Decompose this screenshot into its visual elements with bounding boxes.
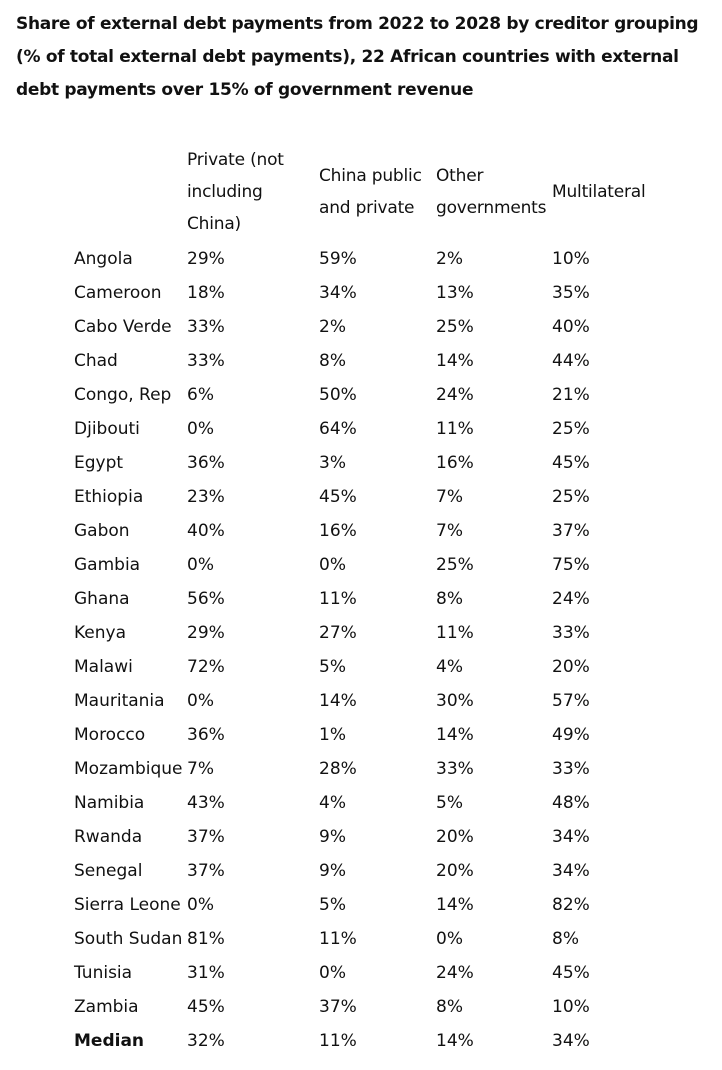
country-cell: Cameroon (74, 283, 162, 303)
multilateral-cell: 24% (552, 589, 590, 609)
country-cell: Djibouti (74, 419, 140, 439)
table-row (70, 684, 698, 718)
table-row (70, 412, 698, 446)
other-governments-cell: 24% (436, 385, 474, 405)
table-row (70, 310, 698, 344)
china-cell: 28% (319, 759, 357, 779)
country-cell: Senegal (74, 861, 143, 881)
chart-title: Share of external debt payments from 2022 to 2028 by creditor grouping (% of total external debt payments), 22 African countries with external debt payments over 15% of government revenue (16, 14, 699, 100)
private-cell: 23% (187, 487, 225, 507)
multilateral-cell: 25% (552, 419, 590, 439)
table-row (70, 786, 698, 820)
table-row (70, 514, 698, 548)
other-governments-cell: 24% (436, 963, 474, 983)
multilateral-cell: 33% (552, 623, 590, 643)
other-governments-cell: 8% (436, 589, 463, 609)
other-governments-cell: 16% (436, 453, 474, 473)
table-row (70, 956, 698, 990)
private-cell: 0% (187, 555, 214, 575)
china-cell: 1% (319, 725, 346, 745)
multilateral-cell: 34% (552, 827, 590, 847)
table-row (70, 616, 698, 650)
multilateral-cell: 40% (552, 317, 590, 337)
table-row (70, 480, 698, 514)
multilateral-cell: 35% (552, 283, 590, 303)
country-cell: Zambia (74, 997, 139, 1017)
other-governments-cell: 11% (436, 419, 474, 439)
country-cell: Ghana (74, 589, 130, 609)
private-cell: 81% (187, 929, 225, 949)
table-row (70, 718, 698, 752)
china-cell: 3% (319, 453, 346, 473)
private-cell: 56% (187, 589, 225, 609)
china-cell: 5% (319, 657, 346, 677)
table-row (70, 820, 698, 854)
column-header-china: China public and private (319, 166, 422, 218)
country-cell: Mozambique (74, 759, 183, 779)
column-header-private: Private (not including China) (187, 150, 284, 234)
other-governments-cell: 11% (436, 623, 474, 643)
other-governments-cell: 33% (436, 759, 474, 779)
country-cell: Cabo Verde (74, 317, 172, 337)
country-cell: Kenya (74, 623, 127, 643)
multilateral-cell: 49% (552, 725, 590, 745)
table-row (70, 242, 698, 276)
table-row (70, 446, 698, 480)
private-cell: 29% (187, 249, 225, 269)
other-governments-cell: 4% (436, 657, 463, 677)
table-row (70, 650, 698, 684)
multilateral-cell: 10% (552, 997, 590, 1017)
other-governments-cell: 0% (436, 929, 463, 949)
country-cell: Egypt (74, 453, 124, 473)
china-cell: 11% (319, 929, 357, 949)
private-cell: 72% (187, 657, 225, 677)
private-cell: 0% (187, 691, 214, 711)
table-row (70, 854, 698, 888)
china-cell: 59% (319, 249, 357, 269)
multilateral-cell: 21% (552, 385, 590, 405)
private-cell: 32% (187, 1031, 225, 1051)
private-cell: 36% (187, 453, 225, 473)
country-cell: Gambia (74, 555, 141, 575)
table-row (70, 344, 698, 378)
china-cell: 14% (319, 691, 357, 711)
country-cell: Chad (74, 351, 118, 371)
private-cell: 43% (187, 793, 225, 813)
private-cell: 37% (187, 827, 225, 847)
country-cell: Gabon (74, 521, 130, 541)
other-governments-cell: 14% (436, 351, 474, 371)
other-governments-cell: 20% (436, 861, 474, 881)
private-cell: 36% (187, 725, 225, 745)
other-governments-cell: 25% (436, 317, 474, 337)
china-cell: 37% (319, 997, 357, 1017)
other-governments-cell: 8% (436, 997, 463, 1017)
table-row (70, 276, 698, 310)
other-governments-cell: 7% (436, 521, 463, 541)
multilateral-cell: 57% (552, 691, 590, 711)
china-cell: 34% (319, 283, 357, 303)
china-cell: 45% (319, 487, 357, 507)
country-cell: Median (74, 1031, 145, 1051)
multilateral-cell: 8% (552, 929, 579, 949)
multilateral-cell: 34% (552, 861, 590, 881)
china-cell: 5% (319, 895, 346, 915)
country-cell: Namibia (74, 793, 145, 813)
china-cell: 16% (319, 521, 357, 541)
table-row (70, 378, 698, 412)
country-cell: Malawi (74, 657, 133, 677)
column-header-multilateral: Multilateral (552, 182, 646, 202)
china-cell: 11% (319, 589, 357, 609)
country-cell: Ethiopia (74, 487, 144, 507)
china-cell: 9% (319, 827, 346, 847)
table-body (70, 242, 698, 1058)
private-cell: 31% (187, 963, 225, 983)
china-cell: 4% (319, 793, 346, 813)
multilateral-cell: 20% (552, 657, 590, 677)
table-row (70, 548, 698, 582)
other-governments-cell: 7% (436, 487, 463, 507)
country-cell: Morocco (74, 725, 146, 745)
column-header-other-governments: Other governments (436, 166, 547, 218)
china-cell: 0% (319, 555, 346, 575)
other-governments-cell: 14% (436, 725, 474, 745)
multilateral-cell: 75% (552, 555, 590, 575)
china-cell: 0% (319, 963, 346, 983)
china-cell: 2% (319, 317, 346, 337)
table-header-row (70, 142, 698, 242)
private-cell: 6% (187, 385, 214, 405)
country-cell: Angola (74, 249, 133, 269)
table-row (70, 888, 698, 922)
table-row (70, 922, 698, 956)
private-cell: 0% (187, 419, 214, 439)
multilateral-cell: 34% (552, 1031, 590, 1051)
multilateral-cell: 37% (552, 521, 590, 541)
private-cell: 29% (187, 623, 225, 643)
other-governments-cell: 2% (436, 249, 463, 269)
other-governments-cell: 13% (436, 283, 474, 303)
table-row (70, 582, 698, 616)
private-cell: 33% (187, 351, 225, 371)
china-cell: 11% (319, 1031, 357, 1051)
china-cell: 50% (319, 385, 357, 405)
table-row (70, 990, 698, 1024)
private-cell: 37% (187, 861, 225, 881)
table-row (70, 752, 698, 786)
multilateral-cell: 48% (552, 793, 590, 813)
china-cell: 27% (319, 623, 357, 643)
median-row (70, 1024, 698, 1058)
multilateral-cell: 10% (552, 249, 590, 269)
private-cell: 0% (187, 895, 214, 915)
other-governments-cell: 14% (436, 895, 474, 915)
country-cell: South Sudan (74, 929, 183, 949)
other-governments-cell: 5% (436, 793, 463, 813)
multilateral-cell: 25% (552, 487, 590, 507)
multilateral-cell: 45% (552, 453, 590, 473)
private-cell: 18% (187, 283, 225, 303)
country-cell: Sierra Leone (74, 895, 181, 915)
other-governments-cell: 14% (436, 1031, 474, 1051)
country-cell: Congo, Rep (74, 385, 172, 405)
multilateral-cell: 44% (552, 351, 590, 371)
other-governments-cell: 25% (436, 555, 474, 575)
column-header-country (70, 142, 183, 242)
country-cell: Rwanda (74, 827, 143, 847)
china-cell: 64% (319, 419, 357, 439)
china-cell: 9% (319, 861, 346, 881)
private-cell: 40% (187, 521, 225, 541)
china-cell: 8% (319, 351, 346, 371)
multilateral-cell: 45% (552, 963, 590, 983)
private-cell: 7% (187, 759, 214, 779)
private-cell: 33% (187, 317, 225, 337)
other-governments-cell: 20% (436, 827, 474, 847)
debt-table (70, 142, 698, 1058)
multilateral-cell: 33% (552, 759, 590, 779)
private-cell: 45% (187, 997, 225, 1017)
country-cell: Tunisia (74, 963, 133, 983)
other-governments-cell: 30% (436, 691, 474, 711)
country-cell: Mauritania (74, 691, 165, 711)
multilateral-cell: 82% (552, 895, 590, 915)
